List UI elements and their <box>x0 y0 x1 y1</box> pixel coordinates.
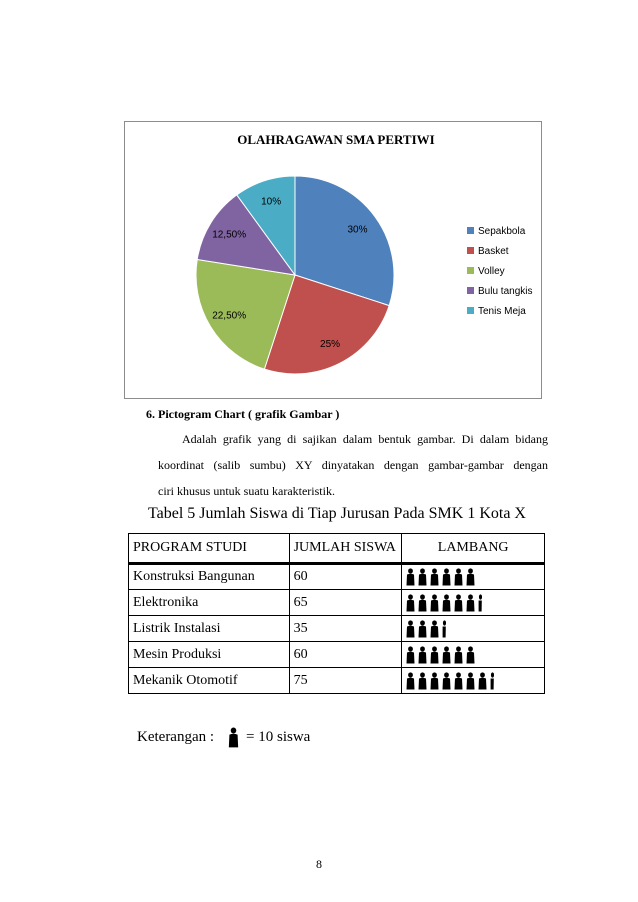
person-icon <box>406 646 415 664</box>
person-icon <box>466 568 475 586</box>
lambang-cell <box>402 668 545 694</box>
person-icon <box>478 672 487 690</box>
person-icon <box>430 672 439 690</box>
legend-swatch <box>467 287 474 294</box>
person-icon <box>454 568 463 586</box>
lambang-cell <box>402 642 545 668</box>
person-icon <box>406 620 415 638</box>
siswa-table <box>128 533 545 694</box>
person-icon <box>454 594 463 612</box>
person-icon <box>430 646 439 664</box>
pie-chart <box>124 121 542 399</box>
pie-data-label: 12,50% <box>212 229 247 241</box>
legend-label: Bulu tangkis <box>478 286 533 297</box>
legend-label: Basket <box>478 246 509 257</box>
person-icon <box>418 568 427 586</box>
legend-label: Sepakbola <box>478 226 526 237</box>
person-icon <box>228 727 242 748</box>
lambang-cell <box>402 564 545 590</box>
person-icon <box>442 646 451 664</box>
keterangan-label: Keterangan : <box>137 729 215 745</box>
person-icon <box>442 672 451 690</box>
half-person-icon <box>478 594 482 612</box>
pie-data-label: 10% <box>261 196 282 208</box>
table-row <box>129 642 545 668</box>
paragraph-line: ciri khusus untuk suatu karakteristik. <box>158 484 335 498</box>
lambang-cell <box>402 616 545 642</box>
person-icon <box>430 620 439 638</box>
person-icon <box>406 594 415 612</box>
paragraph-line: Adalah grafik yang di sajikan dalam bentuk gambar. Di dalam bidang <box>182 432 548 446</box>
program-cell: Mekanik Otomotif <box>129 668 290 694</box>
legend-swatch <box>467 307 474 314</box>
lambang-cell <box>402 590 545 616</box>
person-icon <box>418 646 427 664</box>
header-jumlah-siswa: JUMLAH SISWA <box>289 534 402 564</box>
jumlah-cell: 75 <box>289 668 402 694</box>
program-cell: Listrik Instalasi <box>129 616 290 642</box>
person-icon <box>442 594 451 612</box>
person-icon <box>466 672 475 690</box>
table-row <box>129 668 545 694</box>
half-person-icon <box>490 672 494 690</box>
chart-title: OLAHRAGAWAN SMA PERTIWI <box>237 132 435 147</box>
legend-label: Tenis Meja <box>478 306 526 317</box>
pie-chart-svg <box>125 122 543 400</box>
person-icon <box>454 646 463 664</box>
person-icon <box>418 620 427 638</box>
jumlah-cell: 35 <box>289 616 402 642</box>
table-title: Tabel 5 Jumlah Siswa di Tiap Jurusan Pada SMK 1 Kota X <box>148 505 526 522</box>
person-icon <box>418 672 427 690</box>
legend-label: Volley <box>478 266 505 277</box>
jumlah-cell: 60 <box>289 564 402 590</box>
table-header-row <box>129 534 545 564</box>
pie-data-label: 30% <box>347 224 368 236</box>
legend-swatch <box>467 227 474 234</box>
program-cell: Elektronika <box>129 590 290 616</box>
table-row <box>129 616 545 642</box>
keterangan-value: = 10 siswa <box>246 729 311 745</box>
legend-swatch <box>467 267 474 274</box>
table-row <box>129 590 545 616</box>
person-icon <box>466 594 475 612</box>
person-icon <box>228 727 239 748</box>
program-cell: Konstruksi Bangunan <box>129 564 290 590</box>
person-icon <box>466 646 475 664</box>
paragraph-line: koordinat (salib sumbu) XY dinyatakan dengan gambar-gambar dengan <box>158 458 548 472</box>
person-icon <box>418 594 427 612</box>
person-icon <box>442 568 451 586</box>
table-row <box>129 564 545 590</box>
legend-swatch <box>467 247 474 254</box>
page-number: 8 <box>316 857 322 871</box>
header-lambang: LAMBANG <box>402 534 545 564</box>
keterangan <box>137 727 310 748</box>
section-paragraph <box>158 426 548 504</box>
pie-data-label: 22,50% <box>212 310 247 322</box>
person-icon <box>430 594 439 612</box>
pie-data-label: 25% <box>320 338 341 350</box>
person-icon <box>454 672 463 690</box>
person-icon <box>406 568 415 586</box>
program-cell: Mesin Produksi <box>129 642 290 668</box>
person-icon <box>430 568 439 586</box>
jumlah-cell: 65 <box>289 590 402 616</box>
section-heading: 6. Pictogram Chart ( grafik Gambar ) <box>146 407 340 421</box>
header-program-studi: PROGRAM STUDI <box>129 534 290 564</box>
jumlah-cell: 60 <box>289 642 402 668</box>
half-person-icon <box>442 620 446 638</box>
person-icon <box>406 672 415 690</box>
